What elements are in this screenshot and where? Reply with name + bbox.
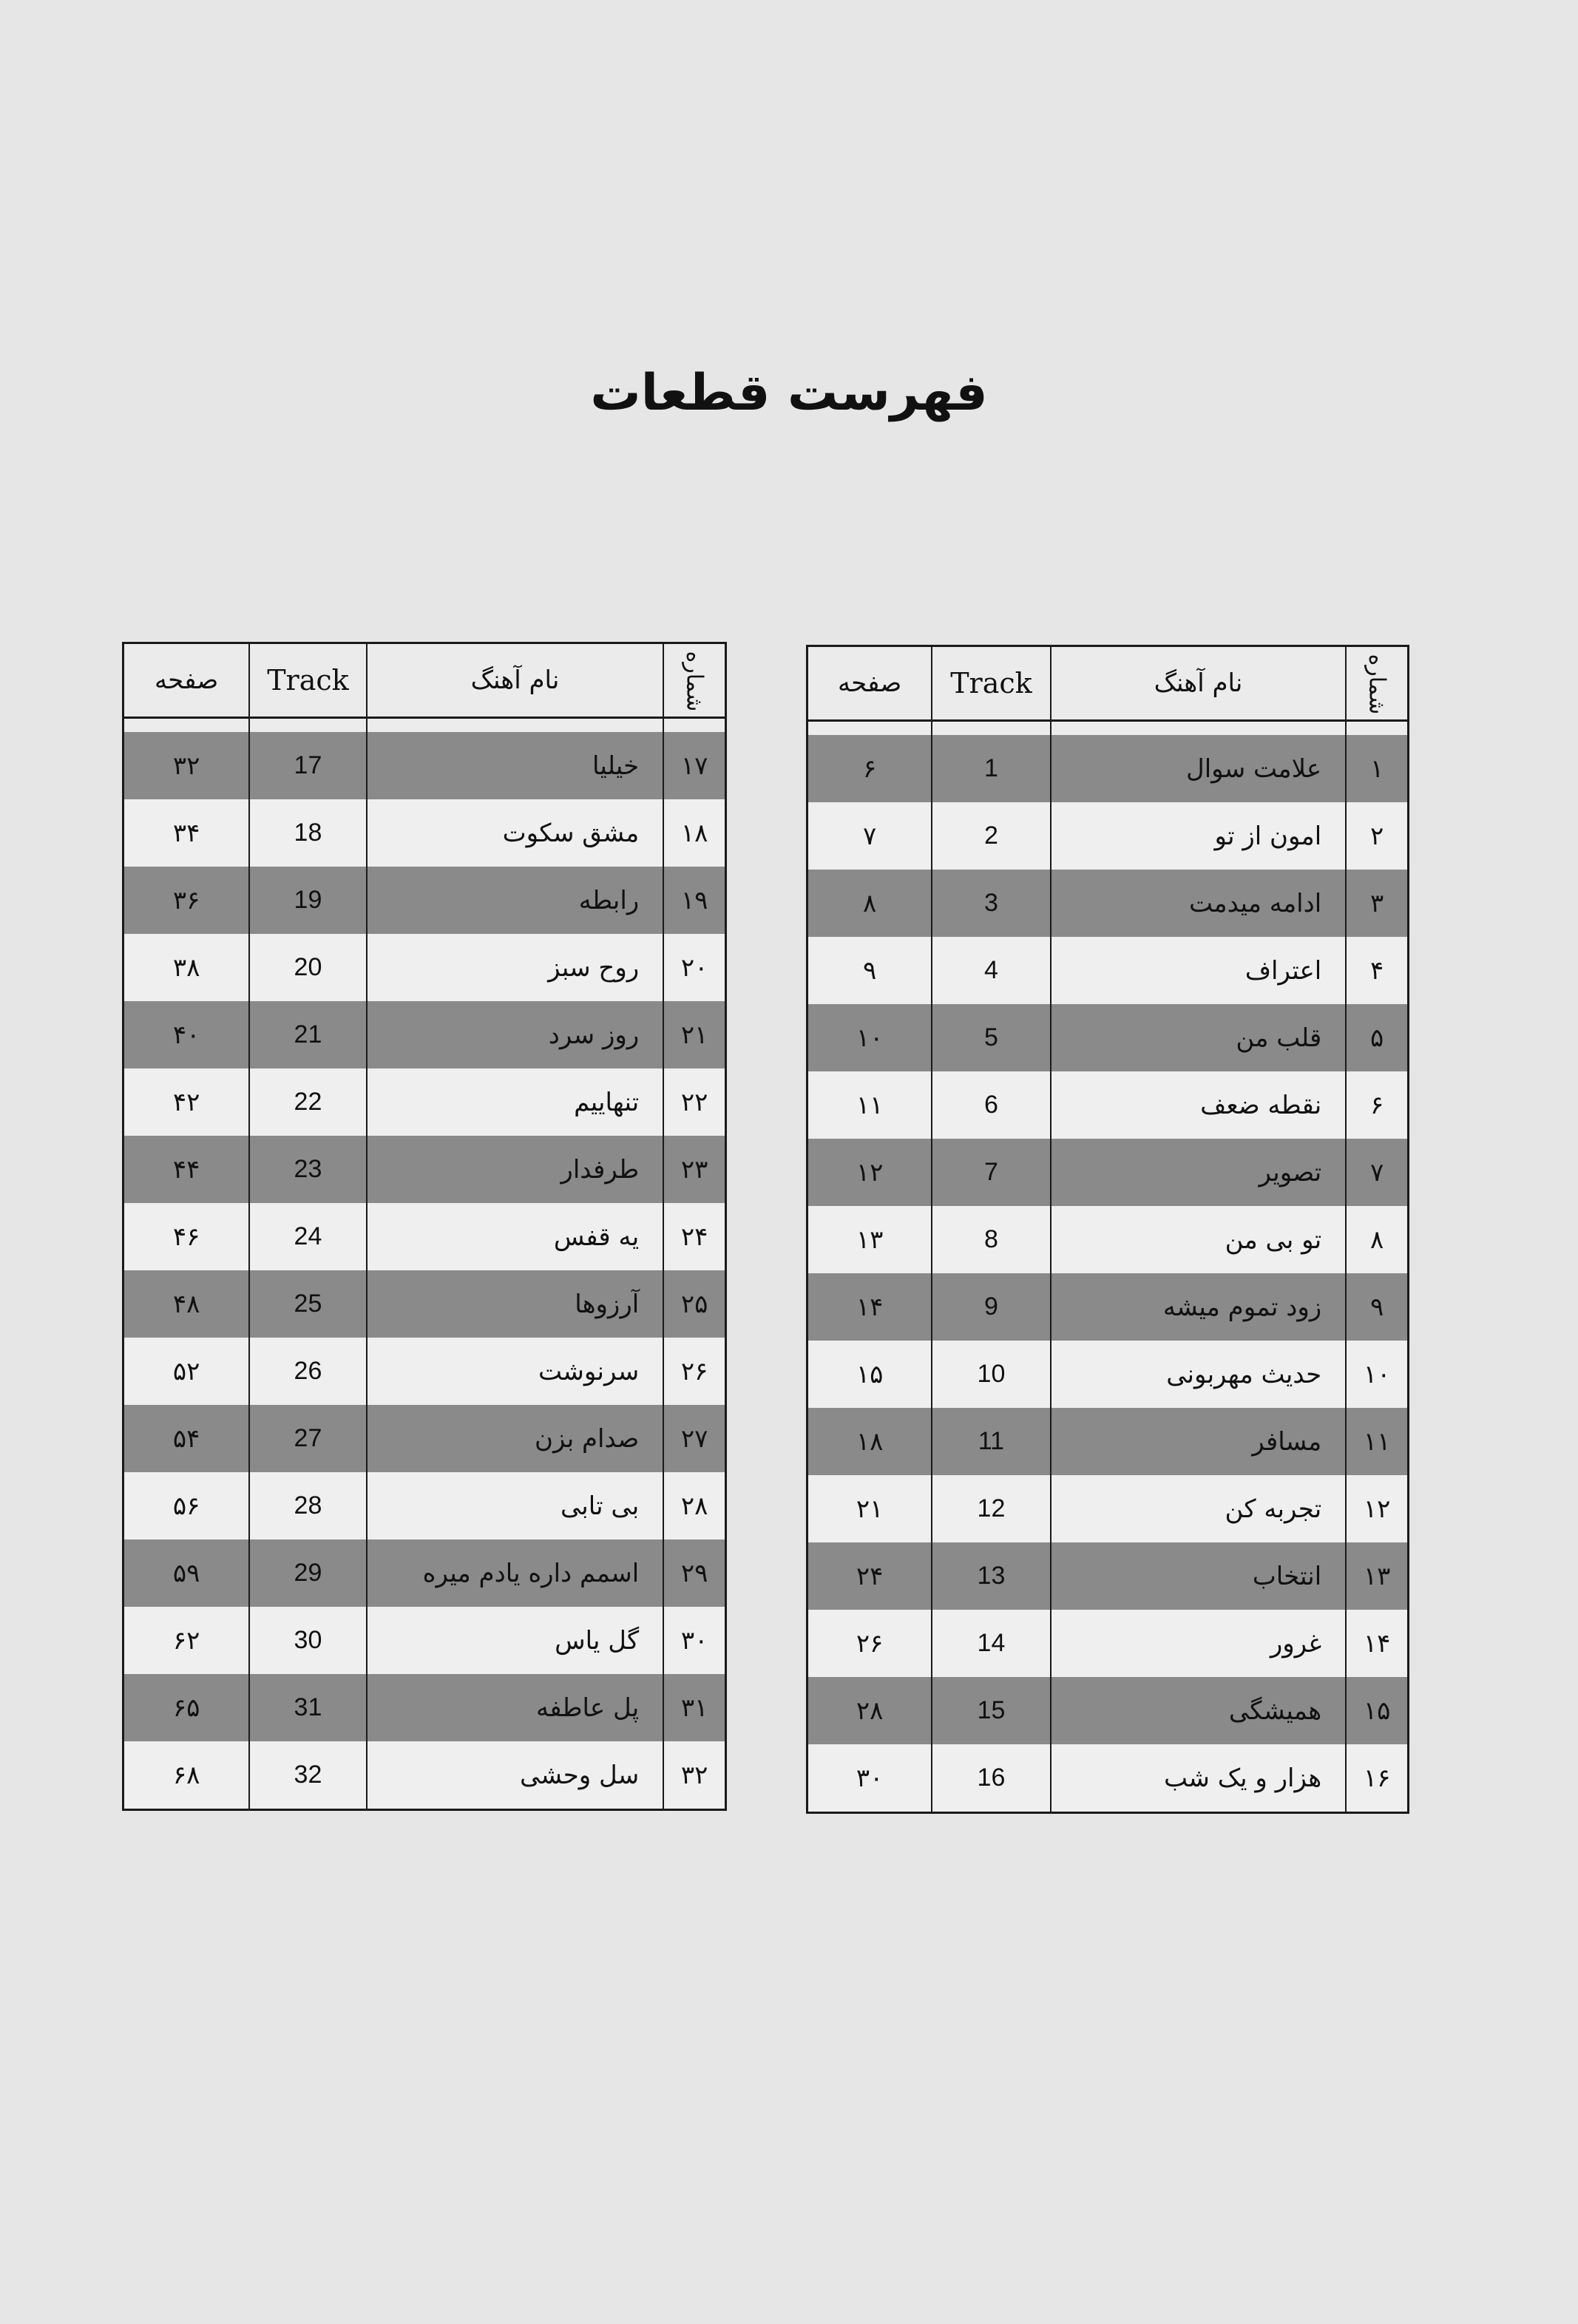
track-id: 7	[932, 1139, 1051, 1206]
song-name: تجربه کن	[1051, 1475, 1346, 1542]
page-number: ۱۵	[807, 1341, 932, 1408]
track-id: 19	[249, 867, 367, 934]
table-row	[807, 1744, 1409, 1813]
table-row	[807, 1341, 1409, 1408]
page-number: ۱۰	[807, 1004, 932, 1071]
page-number: ۱۱	[807, 1071, 932, 1139]
spacer-cell	[807, 721, 932, 736]
song-name: روح سبز	[367, 934, 663, 1001]
page-number: ۵۹	[123, 1539, 250, 1607]
track-number: ۳۱	[663, 1674, 725, 1741]
toc-table-right	[806, 645, 1409, 1814]
track-id: 31	[249, 1674, 367, 1741]
track-number: ۲۳	[663, 1136, 725, 1203]
track-number: ۱	[1346, 735, 1408, 802]
page-number: ۱۳	[807, 1206, 932, 1273]
page-number: ۴۶	[123, 1203, 250, 1270]
track-number: ۲۹	[663, 1539, 725, 1607]
song-name: زود تموم میشه	[1051, 1273, 1346, 1341]
track-id: 29	[249, 1539, 367, 1607]
track-number: ۲۷	[663, 1405, 725, 1472]
song-name: رابطه	[367, 867, 663, 934]
table-row	[123, 732, 726, 799]
table-row	[123, 1203, 726, 1270]
track-id: 8	[932, 1206, 1051, 1273]
table-row	[807, 802, 1409, 870]
track-number: ۱۰	[1346, 1341, 1408, 1408]
table-row	[123, 1741, 726, 1810]
page-number: ۱۸	[807, 1408, 932, 1475]
table-row	[123, 934, 726, 1001]
song-name: آرزوها	[367, 1270, 663, 1338]
spacer-cell	[249, 718, 367, 733]
track-id: 28	[249, 1472, 367, 1539]
header-name: نام آهنگ	[367, 643, 663, 718]
track-id: 11	[932, 1408, 1051, 1475]
page-number: ۴۴	[123, 1136, 250, 1203]
track-number: ۱۳	[1346, 1542, 1408, 1610]
track-number: ۲۲	[663, 1068, 725, 1136]
track-id: 24	[249, 1203, 367, 1270]
page-number: ۶۵	[123, 1674, 250, 1741]
header-page: صفحه	[807, 646, 932, 721]
page-number: ۹	[807, 937, 932, 1004]
song-name: تو بی من	[1051, 1206, 1346, 1273]
table-row	[807, 1071, 1409, 1139]
table-row	[123, 1674, 726, 1741]
track-number: ۴	[1346, 937, 1408, 1004]
track-id: 32	[249, 1741, 367, 1810]
track-id: 9	[932, 1273, 1051, 1341]
song-name: خیلیا	[367, 732, 663, 799]
track-id: 17	[249, 732, 367, 799]
track-id: 26	[249, 1338, 367, 1405]
song-name: صدام بزن	[367, 1405, 663, 1472]
song-name: ادامه میدمت	[1051, 870, 1346, 937]
song-name: امون از تو	[1051, 802, 1346, 870]
track-id: 6	[932, 1071, 1051, 1139]
table-row	[807, 1139, 1409, 1206]
page-number: ۲۸	[807, 1677, 932, 1744]
table-row	[123, 1136, 726, 1203]
song-name: تصویر	[1051, 1139, 1346, 1206]
page-number: ۵۶	[123, 1472, 250, 1539]
page-number: ۵۲	[123, 1338, 250, 1405]
header-spacer	[123, 718, 726, 733]
table-row	[807, 1273, 1409, 1341]
track-id: 2	[932, 802, 1051, 870]
track-number: ۶	[1346, 1071, 1408, 1139]
page-number: ۴۸	[123, 1270, 250, 1338]
track-number: ۷	[1346, 1139, 1408, 1206]
page-number: ۷	[807, 802, 932, 870]
song-name: پل عاطفه	[367, 1674, 663, 1741]
spacer-cell	[1346, 721, 1408, 736]
table-row	[807, 937, 1409, 1004]
song-name: مشق سکوت	[367, 799, 663, 867]
table-row	[807, 870, 1409, 937]
track-number: ۳۰	[663, 1607, 725, 1674]
track-number: ۲۸	[663, 1472, 725, 1539]
track-number: ۲۴	[663, 1203, 725, 1270]
page-number: ۲۶	[807, 1610, 932, 1677]
spacer-cell	[123, 718, 250, 733]
page-number: ۳۴	[123, 799, 250, 867]
song-name: نقطه ضعف	[1051, 1071, 1346, 1139]
page-number: ۳۲	[123, 732, 250, 799]
table-row	[807, 1004, 1409, 1071]
table-row	[123, 1270, 726, 1338]
table-row	[123, 1405, 726, 1472]
song-name: مسافر	[1051, 1408, 1346, 1475]
table-row	[123, 799, 726, 867]
track-number: ۱۷	[663, 732, 725, 799]
page-number: ۳۰	[807, 1744, 932, 1813]
page-number: ۳۶	[123, 867, 250, 934]
song-name: همیشگی	[1051, 1677, 1346, 1744]
track-id: 27	[249, 1405, 367, 1472]
page-number: ۸	[807, 870, 932, 937]
page-number: ۲۱	[807, 1475, 932, 1542]
spacer-cell	[1051, 721, 1346, 736]
song-name: اسمم داره یادم میره	[367, 1539, 663, 1607]
song-name: حدیث مهربونی	[1051, 1341, 1346, 1408]
track-number: ۲۶	[663, 1338, 725, 1405]
track-id: 18	[249, 799, 367, 867]
table-row	[807, 1475, 1409, 1542]
header-number: شماره	[1346, 646, 1408, 721]
song-name: هزار و یک شب	[1051, 1744, 1346, 1813]
header-spacer	[807, 721, 1409, 736]
song-name: غرور	[1051, 1610, 1346, 1677]
track-number: ۸	[1346, 1206, 1408, 1273]
table-row	[123, 1539, 726, 1607]
header-track: Track	[932, 646, 1051, 721]
header-page: صفحه	[123, 643, 250, 718]
page-number: ۶۲	[123, 1607, 250, 1674]
track-id: 12	[932, 1475, 1051, 1542]
song-name: تنهاییم	[367, 1068, 663, 1136]
table-header-row	[807, 646, 1409, 721]
track-number: ۱۵	[1346, 1677, 1408, 1744]
track-number: ۱۲	[1346, 1475, 1408, 1542]
track-number: ۱۸	[663, 799, 725, 867]
toc-table-left	[122, 642, 727, 1811]
spacer-cell	[367, 718, 663, 733]
page-number: ۳۸	[123, 934, 250, 1001]
track-id: 15	[932, 1677, 1051, 1744]
track-number: ۹	[1346, 1273, 1408, 1341]
track-id: 20	[249, 934, 367, 1001]
track-id: 25	[249, 1270, 367, 1338]
track-id: 21	[249, 1001, 367, 1068]
track-id: 10	[932, 1341, 1051, 1408]
track-id: 5	[932, 1004, 1051, 1071]
song-name: انتخاب	[1051, 1542, 1346, 1610]
track-number: ۱۱	[1346, 1408, 1408, 1475]
table-row	[123, 1338, 726, 1405]
spacer-cell	[663, 718, 725, 733]
table-row	[123, 1607, 726, 1674]
song-name: بی تابی	[367, 1472, 663, 1539]
table-row	[807, 1677, 1409, 1744]
table-row	[807, 735, 1409, 802]
track-number: ۲۱	[663, 1001, 725, 1068]
header-name: نام آهنگ	[1051, 646, 1346, 721]
song-name: علامت سوال	[1051, 735, 1346, 802]
track-id: 22	[249, 1068, 367, 1136]
page-number: ۱۴	[807, 1273, 932, 1341]
track-id: 23	[249, 1136, 367, 1203]
song-name: اعتراف	[1051, 937, 1346, 1004]
track-number: ۵	[1346, 1004, 1408, 1071]
track-id: 14	[932, 1610, 1051, 1677]
page-number: ۲۴	[807, 1542, 932, 1610]
song-name: سل وحشی	[367, 1741, 663, 1810]
table-row	[807, 1610, 1409, 1677]
page-number: ۴۲	[123, 1068, 250, 1136]
page-number: ۱۲	[807, 1139, 932, 1206]
track-number: ۲۵	[663, 1270, 725, 1338]
track-number: ۲۰	[663, 934, 725, 1001]
page-number: ۶	[807, 735, 932, 802]
song-name: قلب من	[1051, 1004, 1346, 1071]
spacer-cell	[932, 721, 1051, 736]
table-row	[807, 1206, 1409, 1273]
track-number: ۱۴	[1346, 1610, 1408, 1677]
track-id: 3	[932, 870, 1051, 937]
header-track: Track	[249, 643, 367, 718]
song-name: طرفدار	[367, 1136, 663, 1203]
track-id: 4	[932, 937, 1051, 1004]
header-number: شماره	[663, 643, 725, 718]
table-row	[123, 1068, 726, 1136]
table-row	[123, 1472, 726, 1539]
track-id: 30	[249, 1607, 367, 1674]
track-id: 13	[932, 1542, 1051, 1610]
page-number: ۶۸	[123, 1741, 250, 1810]
song-name: سرنوشت	[367, 1338, 663, 1405]
track-number: ۲	[1346, 802, 1408, 870]
track-id: 16	[932, 1744, 1051, 1813]
track-number: ۱۹	[663, 867, 725, 934]
page-number: ۴۰	[123, 1001, 250, 1068]
page-number: ۵۴	[123, 1405, 250, 1472]
table-header-row	[123, 643, 726, 718]
song-name: یه قفس	[367, 1203, 663, 1270]
song-name: گل یاس	[367, 1607, 663, 1674]
table-row	[123, 1001, 726, 1068]
table-row	[807, 1542, 1409, 1610]
table-row	[807, 1408, 1409, 1475]
table-row	[123, 867, 726, 934]
page-title: فهرست قطعات	[590, 364, 988, 422]
track-number: ۱۶	[1346, 1744, 1408, 1813]
track-id: 1	[932, 735, 1051, 802]
track-number: ۳۲	[663, 1741, 725, 1810]
song-name: روز سرد	[367, 1001, 663, 1068]
track-number: ۳	[1346, 870, 1408, 937]
